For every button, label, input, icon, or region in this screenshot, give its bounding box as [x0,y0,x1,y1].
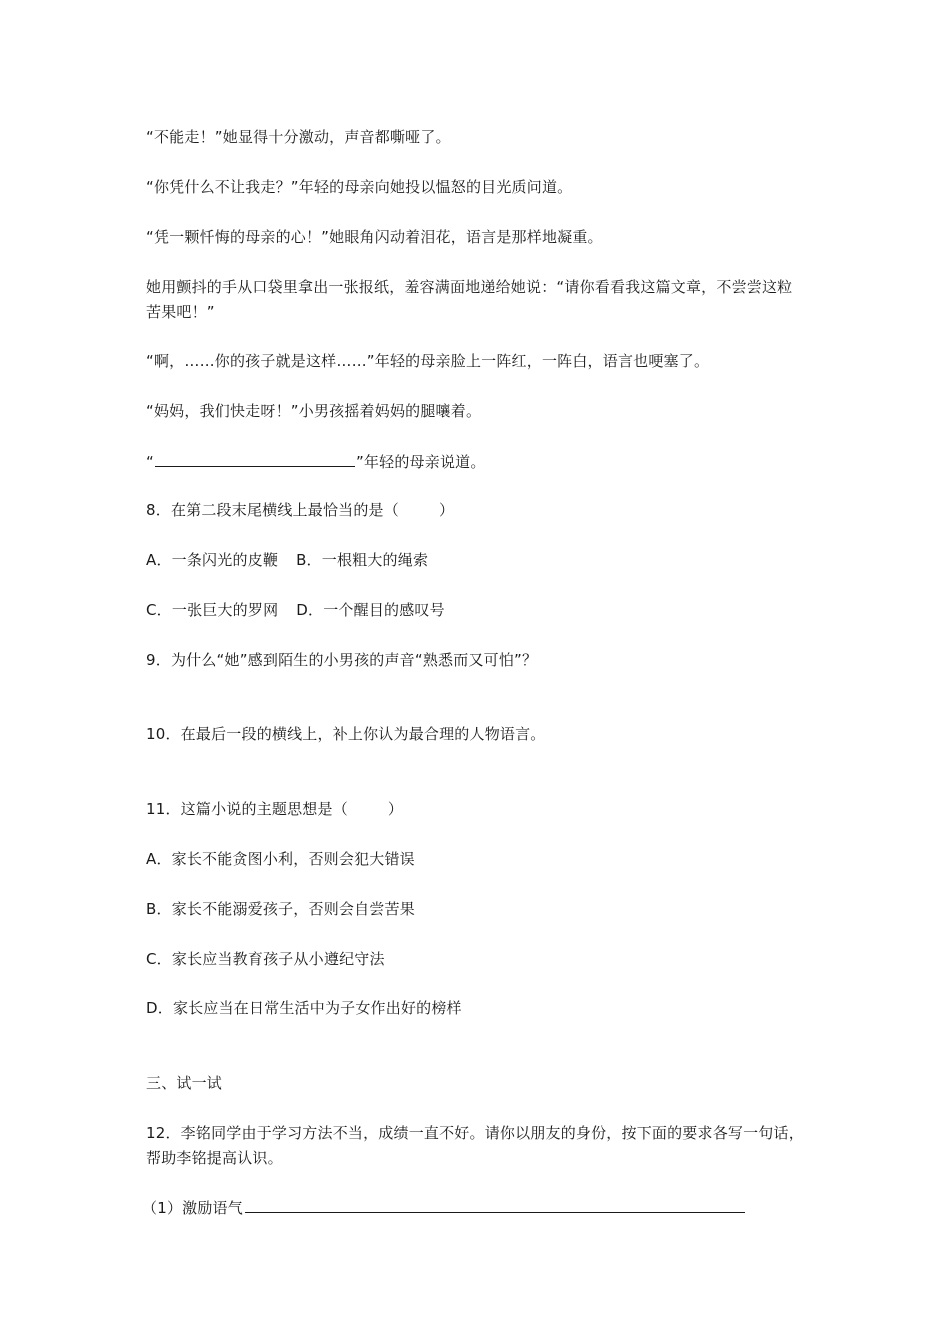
question-8-close-paren: ） [438,501,455,519]
passage-paragraph-1: “不能走！”她显得十分激动，声音都嘶哑了。 [146,128,451,146]
passage-paragraph-7 [146,449,486,475]
dialog-fill-blank[interactable] [155,449,355,467]
question-8-options-row-2 [146,598,445,623]
passage-paragraph-3: “凭一颗忏悔的母亲的心！”她眼角闪动着泪花，语言是那样地凝重。 [146,228,603,246]
question-11-option-c: C．家长应当教育孩子从小遵纪守法 [146,950,385,968]
question-8-options-row-1 [146,548,428,573]
question-8-option-d: D．一个醒目的感叹号 [296,601,445,619]
question-8-text: 8．在第二段末尾横线上最恰当的是（ [146,501,399,519]
passage-paragraph-5: “啊，……你的孩子就是这样……”年轻的母亲脸上一阵红，一阵白，语言也哽塞了。 [146,352,710,370]
question-8-option-c: C．一张巨大的罗网 [146,601,279,619]
question-11-close-paren: ） [387,800,404,818]
question-12-item-1-label: （1）激励语气 [142,1199,243,1217]
question-12-item-1 [142,1195,745,1221]
question-11-stem [146,797,403,822]
question-12-item-1-answer-line[interactable] [245,1195,745,1213]
passage-paragraph-6: “妈妈，我们快走呀！”小男孩摇着妈妈的腿嚷着。 [146,402,482,420]
question-12-stem: 12．李铭同学由于学习方法不当，成绩一直不好。请你以朋友的身份，按下面的要求各写一句话，帮助李铭提高认识。 [146,1124,804,1167]
question-11-option-d: D．家长应当在日常生活中为子女作出好的榜样 [146,999,462,1017]
question-10-stem: 10．在最后一段的横线上，补上你认为最合理的人物语言。 [146,725,546,743]
dialog-close-text: ”年轻的母亲说道。 [355,453,486,471]
section-3-heading: 三、试一试 [146,1074,223,1092]
question-8-option-a: A．一条闪光的皮鞭 [146,551,279,569]
question-11-option-b: B．家长不能溺爱孩子，否则会自尝苦果 [146,900,415,918]
question-11-text: 11．这篇小说的主题思想是（ [146,800,348,818]
passage-paragraph-4: 她用颤抖的手从口袋里拿出一张报纸，羞容满面地递给她说：“请你看看我这篇文章，不尝尝这粒苦果吧！” [146,278,793,321]
question-11-option-a: A．家长不能贪图小利，否则会犯大错误 [146,850,415,868]
question-8-stem [146,498,454,523]
dialog-open-quote: “ [146,453,154,471]
question-8-option-b: B．一根粗大的绳索 [296,551,429,569]
passage-paragraph-2: “你凭什么不让我走？”年轻的母亲向她投以愠怒的目光质问道。 [146,178,573,196]
question-9-stem: 9．为什么“她”感到陌生的小男孩的声音“熟悉而又可怕”？ [146,651,538,669]
